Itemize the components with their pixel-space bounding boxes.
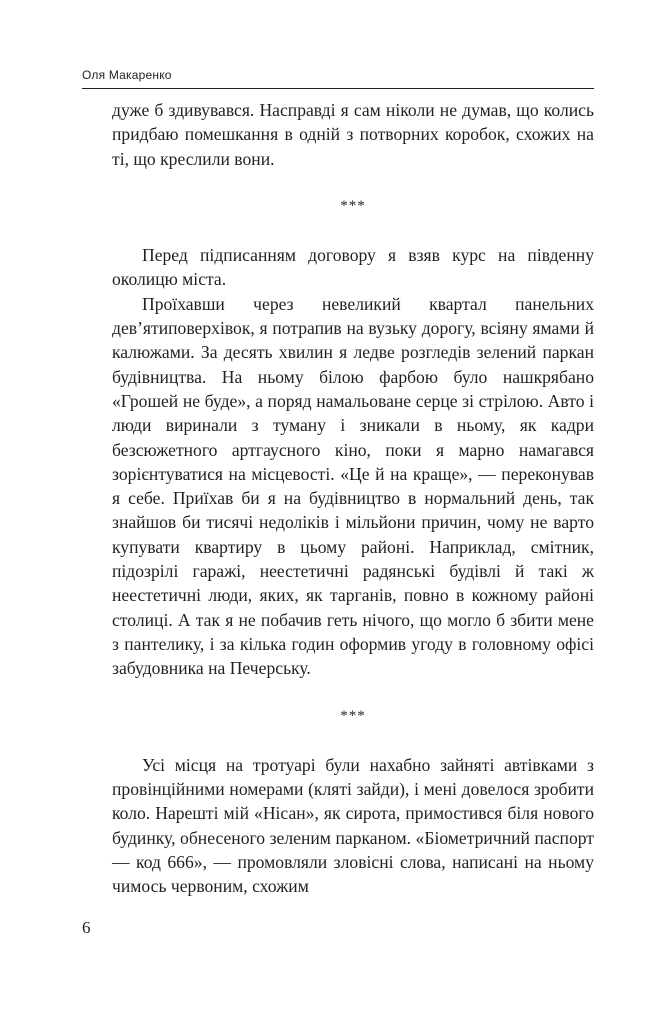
header-rule [82, 88, 594, 89]
paragraph-4: Усі місця на тротуарі були нахабно зайняті автівками з провінційними номерами (кляті зайди), і мені довелося зробити коло. Нарешті мій «Нісан», як сирота, примостився біля нового будинку, обнесеного зеленим парканом. «Біометричний паспорт — код 666», — промовляли зловісні слова, написані на ньому чимось червоним, схожим [112, 754, 594, 897]
running-header-author: Оля Макаренко [82, 68, 172, 82]
section-separator-2: *** [340, 707, 366, 724]
paragraph-1: дуже б здивувався. Насправді я сам ніколи не думав, що колись придбаю помешкання в одній з потворних коробок, схожих на ті, що креслили вони. [112, 100, 594, 169]
paragraph-2: Перед підписанням договору я взяв курс на південну околицю міста. [112, 245, 594, 290]
body-text [112, 98, 594, 899]
section-separator-1: *** [340, 197, 366, 214]
paragraph-3: Проїхавши через невеликий квартал панельних дев’ятиповерхівок, я потрапив на вузьку дорогу, всіяну ямами й калюжами. За десять хвилин я ледве розгледів зелений паркан будівництва. На ньому білою фарбою було нашкрябано «Грошей не буде», а поряд намальоване серце зі стрілою. Авто і люди виринали з туману і зникали в ньому, як кадри безсюжетного артгаусного кіно, поки я марно намагався зорієнтуватися на місцевості. «Це й на краще», — переконував я себе. Приїхав би я на будівництво в нормальний день, так знайшов би тисячі недоліків і мільйони причин, чому не варто купувати квартиру в цьому районі. Наприклад, смітник, підозрілі гаражі, неестетичні радянські будівлі й такі ж неестетичні люди, яких, як тарганів, повно в кожному районі столиці. А так я не побачив геть нічого, що могло б збити мене з пантелику, і за кілька годин оформив угоду в головному офісі забудовника на Печерську. [112, 293, 594, 679]
page-number: 6 [82, 918, 91, 937]
